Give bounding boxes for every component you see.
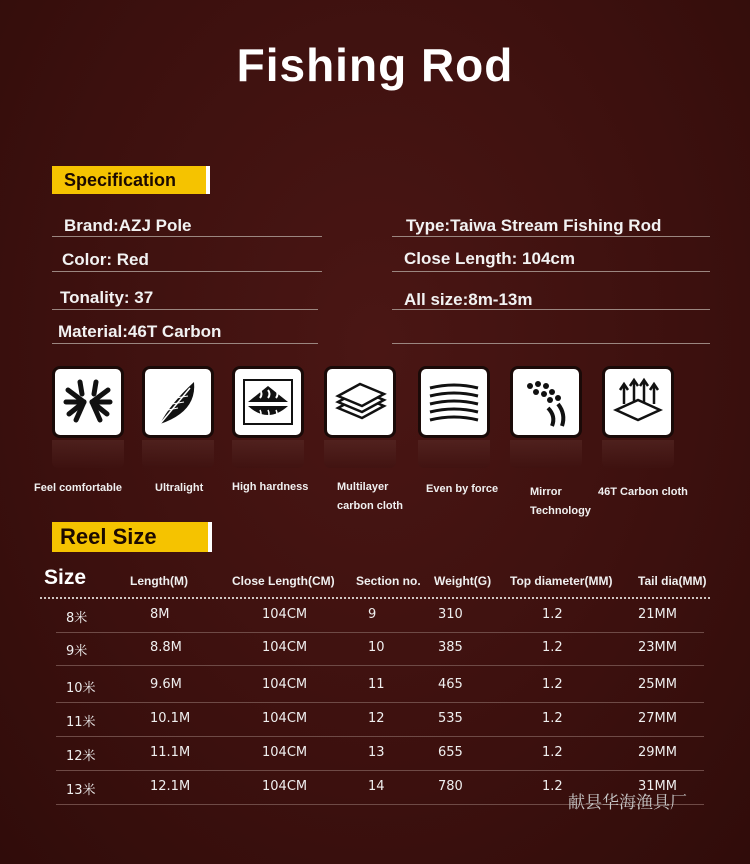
divider [52, 343, 318, 344]
header-divider [40, 597, 710, 599]
row-divider [56, 702, 704, 703]
size-label: Size [44, 566, 87, 589]
table-cell: 104CM [262, 640, 308, 655]
column-header: Tail dia(MM) [638, 574, 707, 588]
divider [392, 343, 710, 344]
table-cell: 104CM [262, 607, 308, 622]
divider [392, 309, 710, 310]
table-cell: 8M [150, 607, 170, 622]
table-cell: 1.2 [542, 745, 563, 760]
spec-tonality: Tonality: 37 [60, 288, 154, 307]
feature-label: High hardness [232, 481, 309, 493]
feature-label: Multilayer carbon cloth [337, 481, 404, 512]
feature-label: Even by force [426, 483, 499, 495]
table-cell: 385 [438, 640, 463, 655]
specification-tag [52, 166, 210, 194]
column-header: Section no. [356, 574, 421, 588]
table-cell: 104CM [262, 677, 308, 692]
icon-reflection [510, 440, 582, 468]
table-cell: 31MM [638, 779, 677, 794]
table-cell: 780 [438, 779, 463, 794]
table-cell: 104CM [262, 711, 308, 726]
table-cell: 655 [438, 745, 463, 760]
reel-size-tag [52, 522, 212, 552]
spec-close-length: Close Length: 104cm [404, 249, 575, 268]
row-divider [56, 632, 704, 633]
column-header: Weight(G) [434, 574, 492, 588]
row-size-label: 12米 [66, 749, 96, 764]
table-cell: 8.8M [150, 640, 182, 655]
row-size-label: 11米 [66, 715, 96, 730]
row-divider [56, 665, 704, 666]
icon-reflection [324, 440, 396, 468]
table-cell: 1.2 [542, 711, 563, 726]
table-cell: 29MM [638, 745, 677, 760]
row-divider [56, 770, 704, 771]
table-cell: 1.2 [542, 779, 563, 794]
spec-type: Type:Taiwa Stream Fishing Rod [406, 216, 662, 235]
reel-size-heading: Reel Size [60, 524, 157, 549]
table-cell: 535 [438, 711, 463, 726]
divider [392, 236, 710, 237]
table-cell: 23MM [638, 640, 677, 655]
table-cell: 27MM [638, 711, 677, 726]
watermark: 献县华海渔具厂 [568, 793, 687, 813]
icon-reflection [602, 440, 674, 468]
table-cell: 21MM [638, 607, 677, 622]
column-header: Close Length(CM) [232, 574, 335, 588]
spec-color: Color: Red [62, 250, 149, 269]
feature-label: Mirror Technology [530, 486, 591, 517]
feather-icon [142, 366, 214, 438]
table-cell: 104CM [262, 745, 308, 760]
mirror-tech-icon [510, 366, 582, 438]
waves-icon [418, 366, 490, 438]
feature-label: Feel comfortable [34, 482, 123, 494]
spec-material: Material:46T Carbon [58, 322, 222, 341]
table-cell: 11 [368, 677, 385, 692]
table-cell: 10.1M [150, 711, 191, 726]
icon-reflection [52, 440, 124, 468]
table-cell: 13 [368, 745, 385, 760]
table-cell: 1.2 [542, 677, 563, 692]
hardness-icon [232, 366, 304, 438]
table-cell: 465 [438, 677, 463, 692]
table-cell: 104CM [262, 779, 308, 794]
icon-reflection [232, 440, 304, 468]
table-cell: 10 [368, 640, 385, 655]
table-cell: 1.2 [542, 607, 563, 622]
table-cell: 14 [368, 779, 385, 794]
row-size-label: 10米 [66, 681, 96, 696]
table-cell: 310 [438, 607, 463, 622]
column-header: Top diameter(MM) [510, 574, 613, 588]
row-divider [56, 736, 704, 737]
hand-comfort-icon [52, 366, 124, 438]
divider [392, 271, 710, 272]
table-cell: 25MM [638, 677, 677, 692]
table-cell: 1.2 [542, 640, 563, 655]
feature-label: Ultralight [155, 482, 204, 494]
table-cell: 12.1M [150, 779, 191, 794]
row-size-label: 13米 [66, 783, 96, 798]
table-cell: 12 [368, 711, 385, 726]
specification-heading: Specification [64, 170, 177, 190]
table-cell: 9 [368, 607, 377, 622]
table-cell: 11.1M [150, 745, 191, 760]
feature-label: 46T Carbon cloth [598, 486, 688, 498]
spec-all-size: All size:8m-13m [404, 290, 533, 309]
icon-reflection [418, 440, 490, 468]
page-title: Fishing Rod [236, 39, 514, 91]
row-size-label: 9米 [66, 644, 88, 659]
column-header: Length(M) [130, 574, 188, 588]
divider [52, 309, 318, 310]
table-cell: 9.6M [150, 677, 182, 692]
row-size-label: 8米 [66, 611, 88, 626]
divider [52, 236, 322, 237]
divider [52, 271, 322, 272]
carbon-cloth-icon [602, 366, 674, 438]
layers-icon [324, 366, 396, 438]
spec-brand: Brand:AZJ Pole [64, 216, 192, 235]
icon-reflection [142, 440, 214, 468]
